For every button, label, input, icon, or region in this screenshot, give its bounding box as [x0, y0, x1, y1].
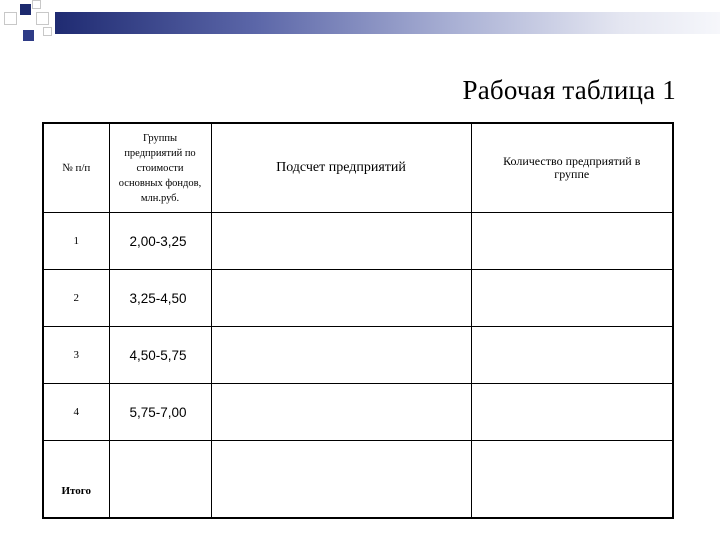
row-count-process-cell [211, 213, 471, 270]
table-total-row [43, 441, 673, 519]
total-group-cell [109, 441, 211, 519]
table-row [43, 384, 673, 441]
row-group: 5,75-7,00 [109, 384, 211, 441]
row-group: 4,50-5,75 [109, 327, 211, 384]
row-count-cell [471, 270, 673, 327]
row-count-process-cell [211, 270, 471, 327]
row-group: 2,00-3,25 [109, 213, 211, 270]
row-number: 4 [43, 384, 109, 441]
total-count-process-cell [211, 441, 471, 519]
row-number: 3 [43, 327, 109, 384]
table-header-row [43, 123, 673, 213]
decor-square [4, 12, 17, 25]
header-gradient-bar [55, 12, 720, 34]
work-table [42, 122, 674, 519]
row-group: 3,25-4,50 [109, 270, 211, 327]
table-row [43, 270, 673, 327]
header-count-process: Подсчет предприятий [211, 123, 471, 213]
row-count-process-cell [211, 327, 471, 384]
decor-square [36, 12, 49, 25]
table-row [43, 213, 673, 270]
row-number: 2 [43, 270, 109, 327]
total-label: Итого [43, 441, 109, 519]
row-number: 1 [43, 213, 109, 270]
decor-square [43, 27, 52, 36]
decor-square [20, 4, 31, 15]
row-count-cell [471, 213, 673, 270]
decor-square [32, 0, 41, 9]
header-groups: Группы предприятий по стоимости основных фондов, млн.руб. [109, 123, 211, 213]
header-count: Количество предприятий в группе [471, 123, 673, 213]
row-count-cell [471, 384, 673, 441]
total-count-cell [471, 441, 673, 519]
page-title: Рабочая таблица 1 [462, 75, 676, 105]
decor-square [23, 30, 34, 41]
table-row [43, 327, 673, 384]
row-count-process-cell [211, 384, 471, 441]
row-count-cell [471, 327, 673, 384]
header-number: № п/п [43, 123, 109, 213]
